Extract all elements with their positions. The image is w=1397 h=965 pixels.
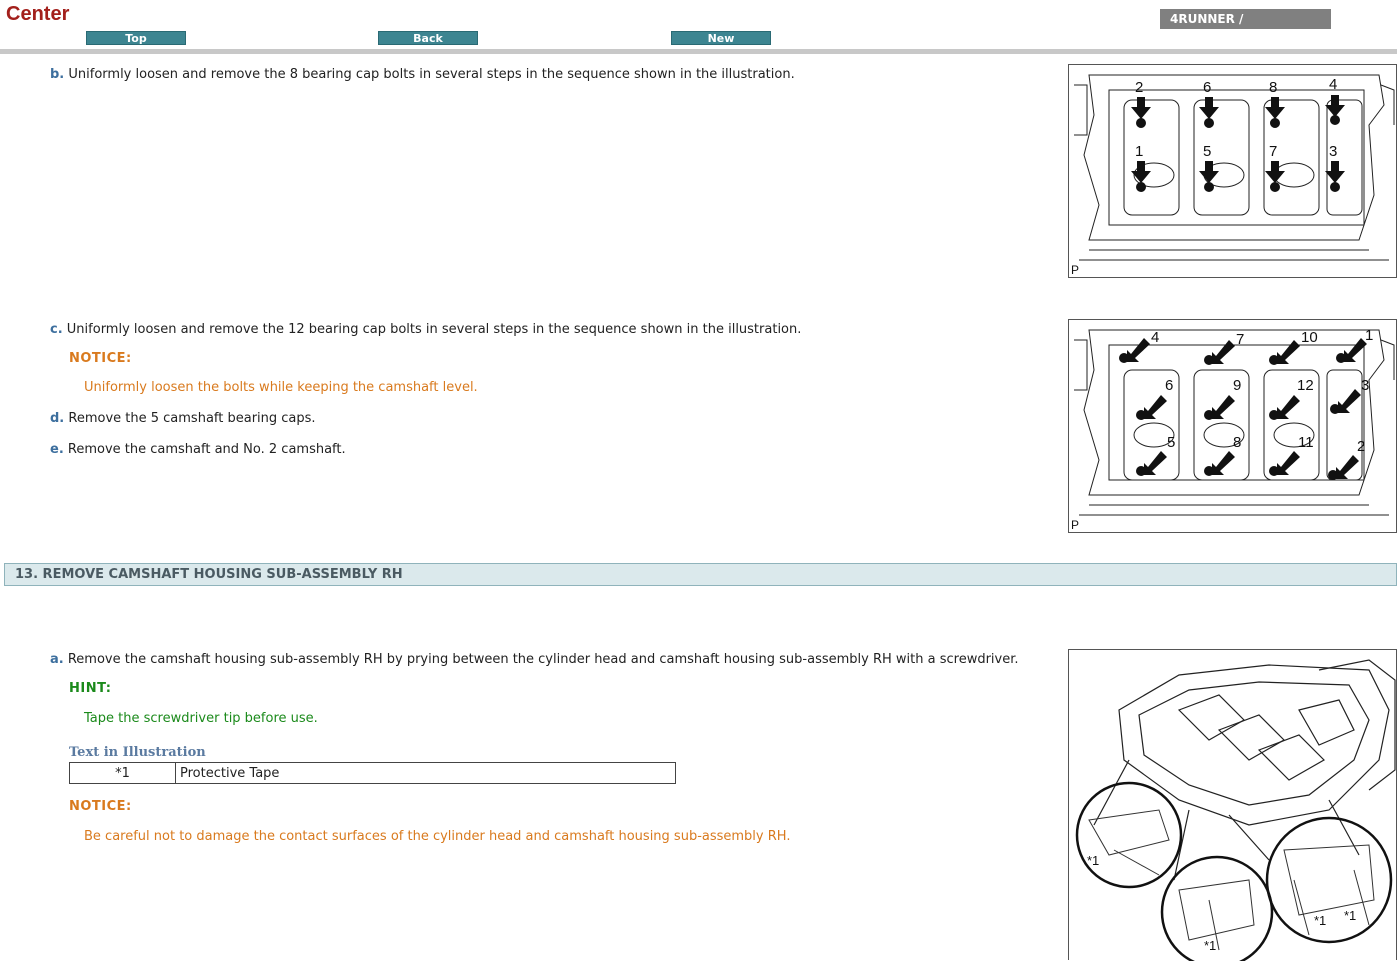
bolt-number: 11 (1298, 434, 1314, 451)
bearing-cap-12-bolt-illustration (1068, 319, 1397, 533)
step-c (50, 322, 801, 337)
bolt-number: 2 (1357, 438, 1366, 455)
bolt-number: 12 (1297, 377, 1314, 394)
step-letter: c. (50, 322, 63, 337)
bolt-number: 1 (1365, 327, 1374, 344)
callout-label: *1 (1314, 913, 1327, 928)
text-in-illustration-label: Text in Illustration (69, 745, 206, 760)
notice-text: Uniformly loosen the bolts while keeping the camshaft level. (84, 380, 478, 395)
step-a (50, 652, 1019, 667)
table-cell-value: Protective Tape (176, 763, 676, 784)
step-text: Remove the 5 camshaft bearing caps. (68, 411, 316, 426)
step-text: Uniformly loosen and remove the 8 bearing cap bolts in several steps in the sequence shown in the illustration. (68, 67, 795, 82)
bolt-number: 7 (1236, 331, 1245, 348)
callout-label: *1 (1087, 853, 1100, 868)
hint-text: Tape the screwdriver tip before use. (84, 711, 318, 726)
bolt-number: 2 (1135, 79, 1144, 96)
text-in-illustration-table (69, 762, 676, 784)
step-letter: d. (50, 411, 65, 426)
bearing-cap-8-bolt-illustration (1068, 64, 1397, 278)
step-e (50, 442, 346, 457)
step-text: Remove the camshaft and No. 2 camshaft. (67, 442, 346, 457)
bolt-number: 4 (1329, 76, 1338, 93)
bolt-number: 6 (1203, 79, 1212, 96)
step-letter: a. (50, 652, 64, 667)
bolt-number: 3 (1329, 143, 1338, 160)
step-d (50, 411, 316, 426)
figure-tag: P (1071, 263, 1080, 277)
step-letter: e. (50, 442, 64, 457)
bolt-number: 3 (1361, 377, 1370, 394)
header-divider (0, 49, 1397, 54)
table-cell-key: *1 (70, 763, 176, 784)
bolt-number: 8 (1233, 434, 1242, 451)
new-button[interactable]: New (671, 31, 771, 45)
model-badge: 4RUNNER / (1160, 9, 1331, 29)
back-button[interactable]: Back (378, 31, 478, 45)
bolt-number: 8 (1269, 79, 1278, 96)
bolt-number: 6 (1165, 377, 1174, 394)
callout-label: *1 (1204, 938, 1217, 953)
bolt-number: 1 (1135, 143, 1144, 160)
section-header: 13. REMOVE CAMSHAFT HOUSING SUB-ASSEMBLY RH (4, 563, 1397, 586)
bolt-number: 5 (1167, 434, 1176, 451)
step-letter: b. (50, 67, 65, 82)
callout-label: *1 (1344, 908, 1357, 923)
bolt-number: 7 (1269, 143, 1278, 160)
step-text: Uniformly loosen and remove the 12 bearing cap bolts in several steps in the sequence shown in the illustration. (66, 322, 802, 337)
notice-label: NOTICE: (69, 799, 132, 814)
camshaft-housing-illustration (1068, 649, 1397, 960)
step-b (50, 67, 795, 82)
top-button[interactable]: Top (86, 31, 186, 45)
notice-label: NOTICE: (69, 351, 132, 366)
table-row (70, 763, 676, 784)
hint-label: HINT: (69, 681, 112, 696)
figure-tag: P (1071, 518, 1080, 532)
step-text: Remove the camshaft housing sub-assembly RH by prying between the cylinder head and camshaft housing sub-assembly RH with a screwdriver. (67, 652, 1019, 667)
bolt-number: 9 (1233, 377, 1242, 394)
bolt-number: 4 (1151, 329, 1160, 346)
bolt-number: 10 (1301, 329, 1318, 346)
notice-text: Be careful not to damage the contact surfaces of the cylinder head and camshaft housing sub-assembly RH. (84, 829, 791, 844)
bolt-number: 5 (1203, 143, 1212, 160)
brand-title: Center (6, 3, 70, 25)
